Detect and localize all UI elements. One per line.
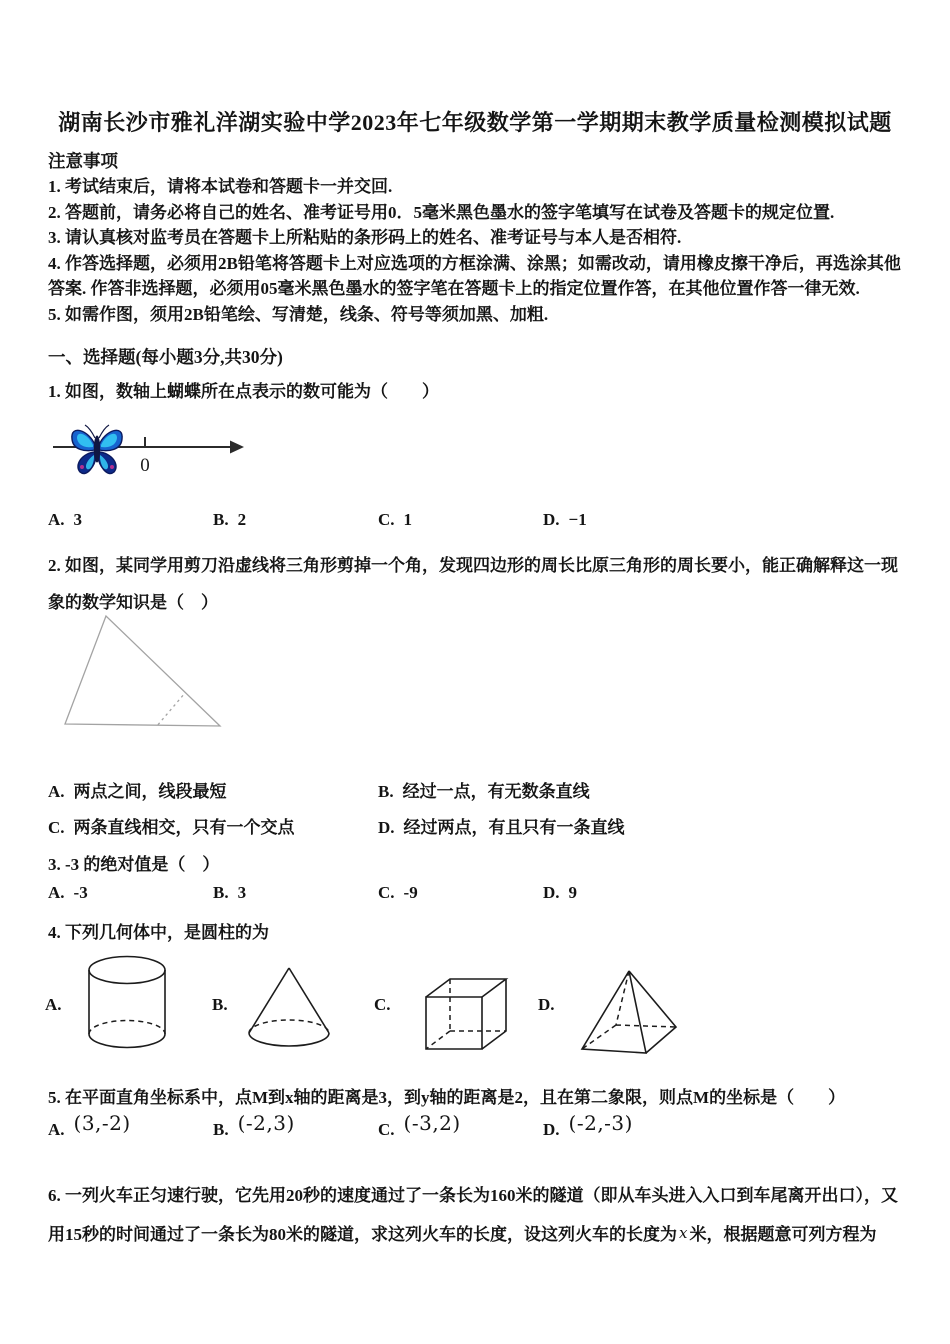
triangle-figure (48, 604, 233, 749)
option-a: A. 3 (48, 510, 83, 529)
notice-item: 1. 考试结束后，请将本试卷和答题卡一并交回. (48, 177, 393, 196)
notice-list (48, 174, 910, 327)
option-c: C. 1 (378, 510, 413, 529)
option-d-label: D. (538, 995, 555, 1014)
number-line-figure (45, 410, 250, 488)
question-3-text: 3. -3 的绝对值是（ ） (48, 855, 220, 874)
notice-item: 4. 作答选择题，必须用2B铅笔将答题卡上对应选项的方框涂满、涂黑；如需改动，请用橡皮擦干净后，再选涂其他答案. 作答非选择题，必须用05毫米黑色墨水的签字笔在答题卡上的指定位置作答，在其他位置作答一律无效. (48, 253, 901, 298)
option-a: A. 两点之间，线段最短 (48, 782, 227, 801)
question-3-options (48, 883, 918, 913)
question-6-text-after: 米，根据题意可列方程为 (689, 1225, 877, 1244)
option-b: B. (-2,3) (213, 1111, 295, 1139)
section-heading: 一、选择题(每小题3分,共30分) (48, 347, 283, 367)
page-title: 湖南长沙市雅礼洋湖实验中学2023年七年级数学第一学期期末教学质量检测模拟试题 (58, 110, 892, 135)
question-2-options-row-1 (48, 777, 918, 807)
question-6-text-before: 6. 一列火车正匀速行驶，它先用20秒的速度通过了一条长为160米的隧道（即从车头进入入口到车尾离开出口），又用15秒的时间通过了一条长为80米的隧道，求这列火车的长度，设这列火车的长度为 (48, 1186, 898, 1244)
notice-item: 3. 请认真核对监考员在答题卡上所粘贴的条形码上的姓名、准考证号与本人是否相符. (48, 228, 682, 247)
option-c: C. -9 (378, 883, 418, 902)
question-6-text (48, 1176, 910, 1255)
notice-heading: 注意事项 (48, 151, 118, 171)
option-a-label: A. (45, 995, 62, 1014)
cylinder-icon (82, 953, 172, 1055)
option-c-label: C. (374, 995, 391, 1014)
option-a: A. -3 (48, 883, 88, 902)
question-2-text: 2. 如图，某同学用剪刀沿虚线将三角形剪掉一个角，发现四边形的周长比原三角形的周长要小，能正确解释这一现象的数学知识是（ ） (48, 556, 898, 612)
question-4-text: 4. 下列几何体中，是圆柱的为 (48, 923, 269, 942)
option-d: D. 经过两点，有且只有一条直线 (378, 818, 625, 837)
cone-icon (244, 963, 334, 1051)
option-c: C. (-3,2) (378, 1111, 461, 1139)
option-c: C. 两条直线相交，只有一个交点 (48, 818, 295, 837)
question-1-options (48, 510, 918, 540)
pyramid-icon (572, 963, 684, 1055)
question-4-options (0, 951, 950, 1069)
zero-label: 0 (140, 455, 150, 476)
option-b-label: B. (212, 995, 228, 1014)
option-b: B. 3 (213, 883, 247, 902)
arrow-head-icon (230, 441, 244, 454)
option-d: D. 9 (543, 883, 578, 902)
dashed-cut-line (158, 693, 185, 725)
butterfly-icon (72, 425, 122, 474)
variable-x: x (679, 1224, 688, 1242)
question-1-text: 1. 如图，数轴上蝴蝶所在点表示的数可能为（ ） (48, 382, 439, 401)
option-d: D. (-2,-3) (543, 1111, 633, 1139)
question-5-options (48, 1111, 918, 1146)
option-b: B. 2 (213, 510, 247, 529)
question-2-options-row-2 (48, 813, 918, 843)
notice-item: 5. 如需作图，须用2B铅笔绘、写清楚，线条、符号等须加黑、加粗. (48, 304, 549, 324)
option-b: B. 经过一点，有无数条直线 (378, 782, 590, 801)
cube-icon (414, 959, 514, 1055)
option-d: D. −1 (543, 510, 587, 529)
triangle-outline (65, 616, 220, 726)
notice-item: 2. 答题前，请务必将自己的姓名、准考证号用0．5毫米黑色墨水的签字笔填写在试卷及答题卡的规定位置. (48, 202, 835, 222)
option-a: A. (3,-2) (48, 1111, 131, 1139)
question-5-text: 5. 在平面直角坐标系中，点M到x轴的距离是3，到y轴的距离是2，且在第二象限，则点M的坐标是（ ） (48, 1088, 846, 1107)
